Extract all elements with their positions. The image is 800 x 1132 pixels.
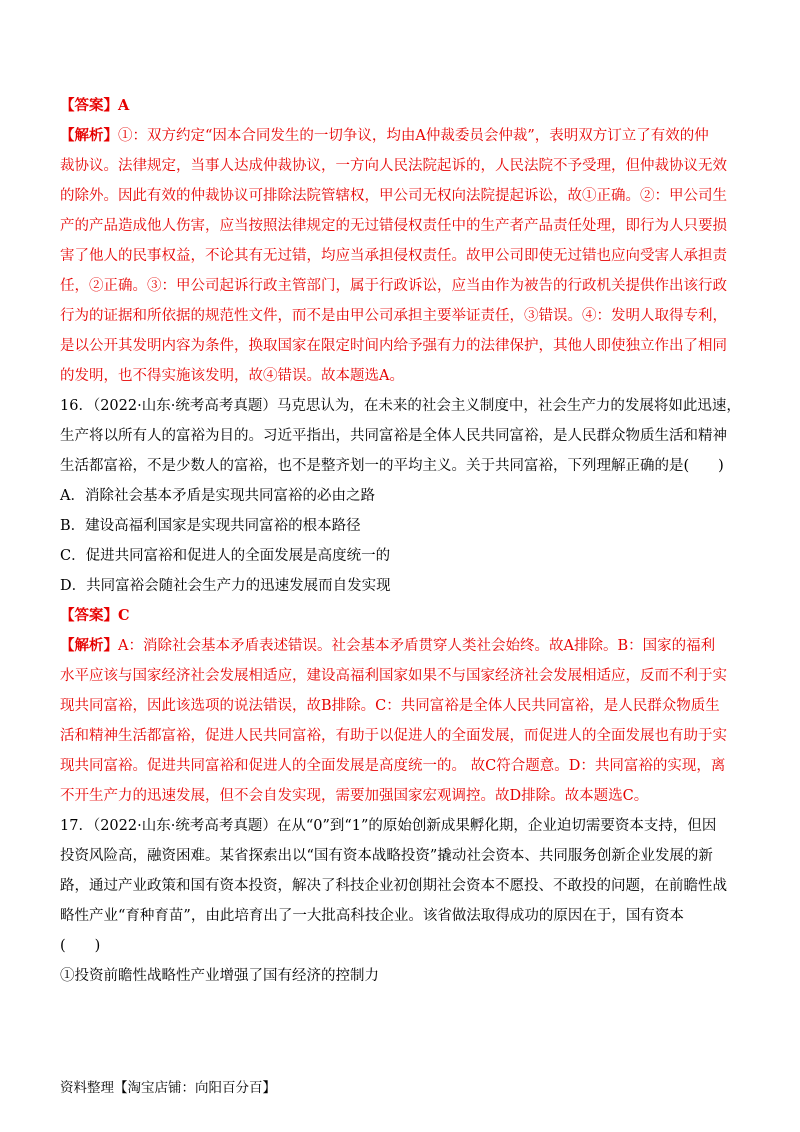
question-text: 生产将以所有人的富裕为目的。习近平指出，共同富裕是全体人民共同富裕，是人民群众物质生活和精神 (60, 428, 727, 444)
question-text: 生活都富裕，不是少数人的富裕，也不是整齐划一的平均主义。关于共同富裕，下列理解正确的是( ) (60, 458, 724, 474)
answer-label: 【答案】 (60, 607, 118, 624)
answer-blank: ( ) (60, 938, 101, 954)
analysis-label: 【解析】 (60, 637, 118, 654)
analysis-line: 的发明，也不得实施该发明，故④错误。故本题选A。 (60, 368, 404, 384)
analysis-line: 活和精神生活都富裕，促进人民共同富裕，有助于以促进人的全面发展，而促进人的全面发展也有助于实 (60, 728, 727, 744)
analysis-line: 裁协议。法律规定，当事人达成仲裁协议，一方向人民法院起诉的，人民法院不予受理，但仲裁协议无效 (60, 158, 727, 174)
answer-value: C (118, 607, 130, 624)
option-b: B．建设高福利国家是实现共同富裕的根本路径 (60, 518, 361, 534)
analysis-line: 现共同富裕。促进共同富裕和促进人的全面发展是高度统一的。 故C符合题意。D：共同富裕的实现，离 (60, 758, 726, 774)
analysis-text: A：消除社会基本矛盾表述错误。社会基本矛盾贯穿人类社会始终。故A排除。B：国家的福利 (118, 638, 716, 654)
analysis-line: 的除外。因此有效的仲裁协议可排除法院管辖权，甲公司无权向法院提起诉讼，故①正确。②：甲公司生 (60, 188, 727, 204)
answer-line-q16 (60, 606, 750, 626)
analysis-line: 害了他人的民事权益，不论其有无过错，均应当承担侵权责任。故甲公司即使无过错也应向受害人承担责 (60, 248, 727, 264)
answer-label: 【答案】 (60, 97, 118, 114)
question-text: 略性产业“育种育苗”，由此培育出了一大批高科技企业。该省做法取得成功的原因在于，国有资本 (60, 908, 684, 924)
option-a: A．消除社会基本矛盾是实现共同富裕的必由之路 (60, 488, 375, 504)
analysis-label: 【解析】 (60, 127, 118, 144)
option-d: D．共同富裕会随社会生产力的迅速发展而自发实现 (60, 578, 391, 594)
analysis-line (60, 126, 750, 146)
answer-line-q15 (60, 96, 750, 116)
question-text: 17．（2022·山东·统考高考真题）在从“0”到“1”的原始创新成果孵化期，企业迫切需要资本支持，但因 (60, 818, 717, 834)
answer-value: A (118, 97, 130, 114)
analysis-line: 不开生产力的迅速发展，但不会自发实现，需要加强国家宏观调控。故D排除。故本题选C。 (60, 788, 649, 804)
analysis-line: 水平应该与国家经济社会发展相适应，建设高福利国家如果不与国家经济社会发展相适应，反而不利于实 (60, 668, 727, 684)
analysis-line: 现共同富裕，因此该选项的说法错误，故B排除。C：共同富裕是全体人民共同富裕，是人民群众物质生 (60, 698, 720, 714)
analysis-line: 产的产品造成他人伤害，应当按照法律规定的无过错侵权责任中的生产者产品责任处理，即行为人只要损 (60, 218, 727, 234)
page-footer: 资料整理【淘宝店铺：向阳百分百】 (60, 1080, 276, 1096)
statement-1: ①投资前瞻性战略性产业增强了国有经济的控制力 (60, 968, 379, 984)
question-text: 投资风险高，融资困难。某省探索出以“国有资本战略投资”撬动社会资本、共同服务创新企业发展的新 (60, 848, 713, 864)
question-text: 路，通过产业政策和国有资本投资，解决了科技企业初创期社会资本不愿投、不敢投的问题，在前瞻性战 (60, 878, 727, 894)
analysis-line: 是以公开其发明内容为条件，换取国家在限定时间内给予强有力的法律保护，其他人即使独立作出了相同 (60, 338, 727, 354)
analysis-line (60, 636, 750, 656)
option-c: C．促进共同富裕和促进人的全面发展是高度统一的 (60, 548, 391, 564)
analysis-line: 任，②正确。③：甲公司起诉行政主管部门，属于行政诉讼，应当由作为被告的行政机关提供作出该行政 (60, 278, 727, 294)
analysis-text: ①：双方约定“因本合同发生的一切争议，均由A仲裁委员会仲裁”，表明双方订立了有效的仲 (118, 128, 709, 144)
analysis-line: 行为的证据和所依据的规范性文件，而不是由甲公司承担主要举证责任，③错误。④：发明人取得专利， (60, 308, 727, 324)
question-text: 16．（2022·山东·统考高考真题）马克思认为，在未来的社会主义制度中，社会生产力的发展将如此迅速， (60, 398, 741, 414)
